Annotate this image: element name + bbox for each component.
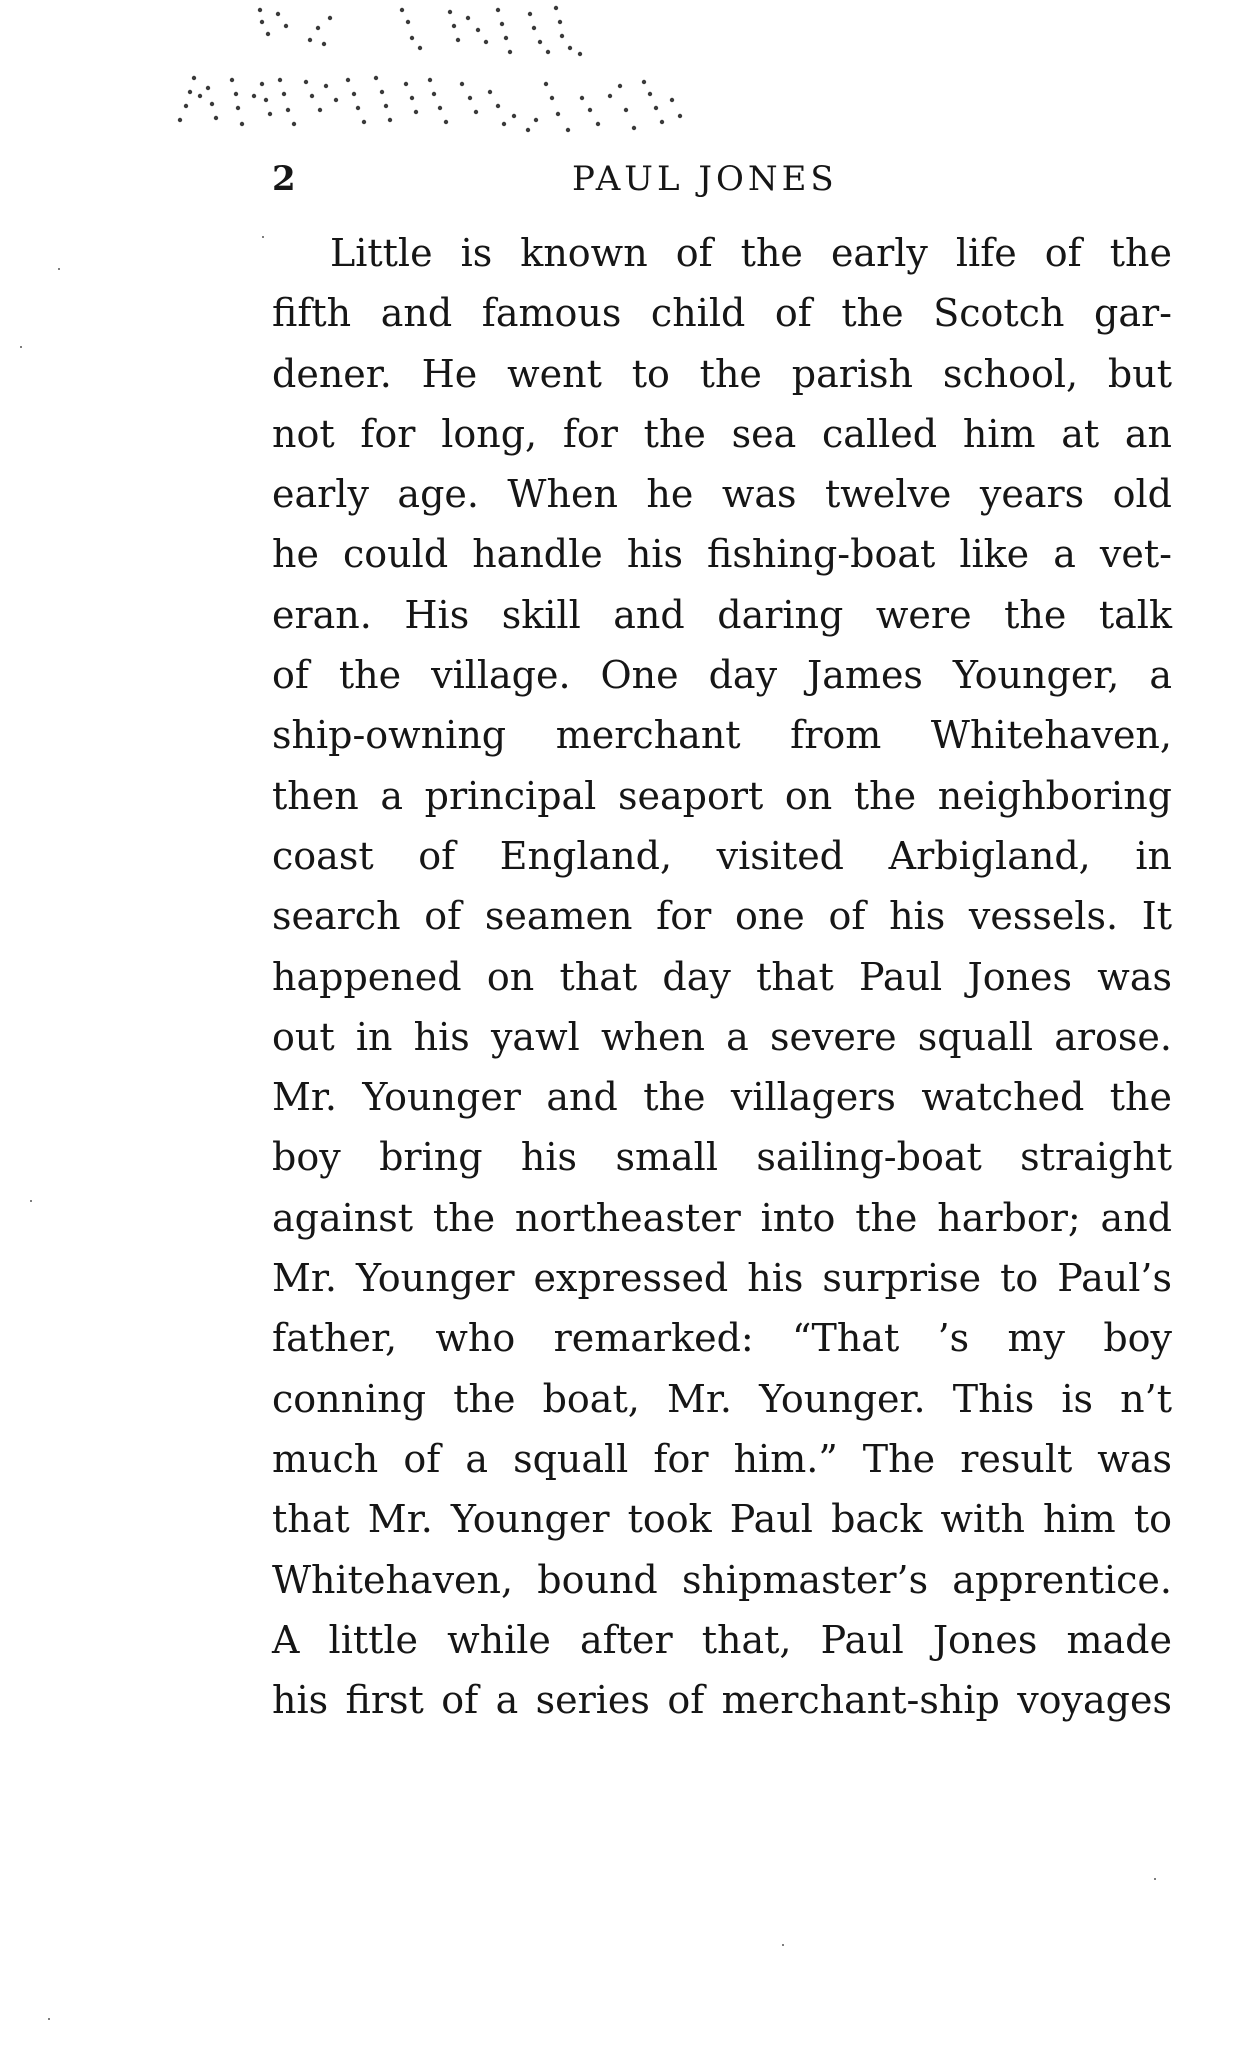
- text-line: fifth and famous child of the Scotch gar-: [272, 291, 1172, 336]
- text-line: that Mr. Younger took Paul back with him to: [272, 1497, 1172, 1542]
- text-line: of the village. One day James Younger, a: [272, 653, 1172, 698]
- paper-speck: [48, 2018, 50, 2020]
- text-line: eran. His skill and daring were the talk: [272, 592, 1172, 637]
- paper-speck: [58, 268, 60, 270]
- paper-speck: [20, 346, 22, 348]
- text-line: Whitehaven, bound shipmaster’s apprentice.: [272, 1557, 1172, 1602]
- text-line: happened on that day that Paul Jones was: [272, 954, 1172, 999]
- text-line: early age. When he was twelve years old: [272, 472, 1172, 517]
- paper-speck: [30, 1200, 32, 1202]
- text-line: search of seamen for one of his vessels. It: [272, 894, 1172, 939]
- text-line: much of a squall for him.” The result was: [272, 1436, 1172, 1481]
- text-line: against the northeaster into the harbor; and: [272, 1195, 1172, 1240]
- text-line: boy bring his small sailing-boat straight: [272, 1135, 1172, 1180]
- text-line: ship-owning merchant from Whitehaven,: [272, 713, 1172, 758]
- text-line: conning the boat, Mr. Younger. This is n’t: [272, 1376, 1172, 1421]
- page-header: [272, 154, 1172, 204]
- text-line: A little while after that, Paul Jones made: [272, 1617, 1172, 1662]
- perforated-library-stamp: [150, 0, 740, 170]
- paper-speck: [782, 1944, 784, 1946]
- text-line: he could handle his fishing-boat like a vet-: [272, 532, 1172, 577]
- text-line: out in his yawl when a severe squall arose.: [272, 1014, 1172, 1059]
- text-line: Mr. Younger and the villagers watched the: [272, 1075, 1172, 1120]
- paper-speck: [1154, 1878, 1156, 1880]
- text-line: not for long, for the sea called him at an: [272, 411, 1172, 456]
- text-line: coast of England, visited Arbigland, in: [272, 833, 1172, 878]
- text-line: then a principal seaport on the neighboring: [272, 773, 1172, 818]
- running-head: PAUL JONES: [572, 159, 838, 199]
- text-line: father, who remarked: “That ’s my boy: [272, 1316, 1172, 1361]
- text-line: dener. He went to the parish school, but: [272, 351, 1172, 396]
- body-text: [272, 223, 1172, 1730]
- text-line: Mr. Younger expressed his surprise to Paul’s: [272, 1256, 1172, 1301]
- paper-speck: [262, 236, 264, 238]
- page-number: 2: [272, 159, 296, 199]
- text-line: his first of a series of merchant-ship voyages: [272, 1678, 1172, 1723]
- text-line: Little is known of the early life of the: [330, 231, 1172, 275]
